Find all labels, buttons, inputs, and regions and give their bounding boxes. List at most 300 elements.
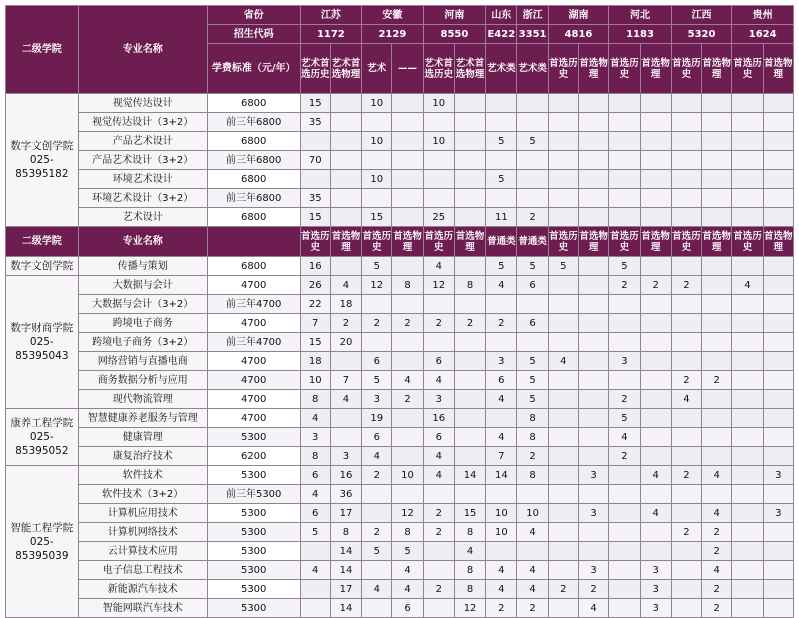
subject-header: 普通类 [486,227,517,257]
quota-cell: 2 [640,276,671,295]
major-name: 软件技术 [78,466,207,485]
quota-cell: 2 [671,371,701,390]
quota-cell: 2 [517,447,548,466]
quota-cell [763,561,793,580]
quota-cell [732,170,763,189]
major-name: 计算机应用技术 [78,504,207,523]
quota-cell [732,352,763,371]
quota-cell: 4 [732,276,763,295]
header-row-province [6,6,794,25]
quota-cell [732,428,763,447]
quota-cell: 3 [763,466,793,485]
quota-cell: 2 [517,208,548,227]
major-name: 艺术设计 [78,208,207,227]
quota-cell: 3 [330,447,361,466]
quota-cell [548,428,578,447]
quota-cell [330,352,361,371]
tuition-fee: 6800 [207,208,300,227]
quota-cell [702,151,732,170]
college-name: 数字文创学院 [10,140,74,152]
header-major: 专业名称 [78,6,207,94]
quota-cell [702,295,732,314]
quota-cell: 2 [702,523,732,542]
quota-cell: 26 [300,276,330,295]
enrollment-plan-table [5,5,794,618]
quota-cell: 5 [517,352,548,371]
quota-cell [578,132,608,151]
quota-cell [702,314,732,333]
tuition-fee: 5300 [207,523,300,542]
table-row [6,599,794,618]
quota-cell: 10 [486,504,517,523]
quota-cell: 8 [454,523,485,542]
quota-cell: 6 [362,352,392,371]
tuition-fee: 6800 [207,170,300,189]
subject-header: 首选历史 [732,44,763,94]
quota-cell [732,314,763,333]
quota-cell [517,94,548,113]
quota-cell: 4 [517,523,548,542]
quota-cell: 5 [486,132,517,151]
province-code: 8550 [423,25,486,44]
subject-header: 艺术首选物理 [454,44,485,94]
quota-cell: 4 [423,466,454,485]
quota-cell [763,132,793,151]
quota-cell [362,485,392,504]
quota-cell [763,447,793,466]
quota-cell: 3 [486,352,517,371]
subject-header: 首选历史 [609,227,640,257]
tuition-fee: 前三年6800 [207,113,300,132]
quota-cell: 4 [548,352,578,371]
quota-cell [640,352,671,371]
quota-cell [454,371,485,390]
quota-cell [392,352,423,371]
quota-cell: 14 [330,599,361,618]
quota-cell [362,599,392,618]
quota-cell [454,170,485,189]
quota-cell: 2 [517,599,548,618]
quota-cell [671,314,701,333]
quota-cell [548,151,578,170]
quota-cell [671,504,701,523]
quota-cell [548,504,578,523]
quota-cell [640,485,671,504]
subject-header: 首选物理 [640,227,671,257]
quota-cell: 5 [362,542,392,561]
quota-cell: 4 [671,390,701,409]
major-name: 软件技术（3+2） [78,485,207,504]
quota-cell: 7 [300,314,330,333]
quota-cell: 5 [486,257,517,276]
quota-cell: 4 [486,428,517,447]
quota-cell: 6 [486,371,517,390]
quota-cell: 15 [362,208,392,227]
quota-cell: 12 [454,599,485,618]
quota-cell: 2 [702,371,732,390]
quota-cell [486,485,517,504]
quota-cell [578,295,608,314]
quota-cell [609,523,640,542]
quota-cell [578,371,608,390]
tuition-fee: 6800 [207,132,300,151]
quota-cell [392,257,423,276]
quota-cell [362,561,392,580]
major-name: 产品艺术设计（3+2） [78,151,207,170]
quota-cell [423,561,454,580]
quota-cell: 4 [486,276,517,295]
table-row [6,189,794,208]
quota-cell: 5 [362,371,392,390]
quota-cell: 3 [423,390,454,409]
quota-cell [671,561,701,580]
quota-cell [763,352,793,371]
quota-cell [423,113,454,132]
quota-cell: 18 [300,352,330,371]
quota-cell: 6 [392,599,423,618]
quota-cell [392,428,423,447]
quota-cell: 6 [423,428,454,447]
quota-cell: 8 [454,580,485,599]
table-row [6,314,794,333]
college-phone: 025-85395043 [15,336,69,362]
quota-cell: 20 [330,333,361,352]
subject-header: 首选物理 [454,227,485,257]
quota-cell: 10 [362,170,392,189]
quota-cell [578,189,608,208]
table-row [6,208,794,227]
quota-cell [548,371,578,390]
quota-cell [330,257,361,276]
quota-cell: 2 [362,466,392,485]
quota-cell [392,94,423,113]
province-name: 安徽 [362,6,424,25]
quota-cell [763,542,793,561]
quota-cell: 10 [362,132,392,151]
college-phone: 025-85395052 [15,431,69,457]
tuition-fee: 前三年4700 [207,295,300,314]
province-code: 1624 [732,25,794,44]
quota-cell: 4 [517,561,548,580]
quota-cell: 4 [486,580,517,599]
province-name: 浙江 [517,6,548,25]
quota-cell [609,542,640,561]
quota-cell [517,295,548,314]
quota-cell [392,295,423,314]
quota-cell [732,257,763,276]
quota-cell [578,94,608,113]
subject-header: 艺术类 [486,44,517,94]
college-cell [6,276,79,409]
table-row [6,276,794,295]
quota-cell: 4 [486,390,517,409]
quota-cell [454,189,485,208]
quota-cell [517,113,548,132]
quota-cell [578,542,608,561]
subject-header: 首选物理 [578,44,608,94]
quota-cell: 14 [330,561,361,580]
quota-cell [609,580,640,599]
quota-cell [517,189,548,208]
subject-header: 艺术首选历史 [423,44,454,94]
quota-cell [609,170,640,189]
quota-cell: 5 [392,542,423,561]
quota-cell [517,485,548,504]
quota-cell: 10 [423,132,454,151]
quota-cell [548,390,578,409]
quota-cell [640,151,671,170]
quota-cell [548,542,578,561]
quota-cell: 2 [486,599,517,618]
quota-cell [609,485,640,504]
quota-cell: 15 [454,504,485,523]
quota-cell [732,542,763,561]
quota-cell: 4 [609,428,640,447]
quota-cell: 4 [486,561,517,580]
quota-cell: 17 [330,580,361,599]
quota-cell [671,428,701,447]
header-row-repeat [6,227,794,257]
quota-cell: 15 [300,333,330,352]
quota-cell [609,189,640,208]
quota-cell: 4 [330,390,361,409]
tuition-fee: 4700 [207,409,300,428]
quota-cell: 15 [300,208,330,227]
table-row [6,295,794,314]
subject-header: 首选历史 [671,227,701,257]
quota-cell: 12 [423,276,454,295]
province-code: 1183 [609,25,672,44]
quota-cell: 2 [702,599,732,618]
quota-cell [671,542,701,561]
quota-cell: 4 [578,599,608,618]
quota-cell: 4 [423,371,454,390]
quota-cell [609,599,640,618]
quota-cell [732,580,763,599]
quota-cell [486,409,517,428]
table-row [6,352,794,371]
quota-cell [732,151,763,170]
quota-cell [330,170,361,189]
quota-cell [330,132,361,151]
major-name: 智能网联汽车技术 [78,599,207,618]
quota-cell: 2 [578,580,608,599]
quota-cell: 2 [609,447,640,466]
subject-header: 首选历史 [423,227,454,257]
quota-cell: 2 [454,314,485,333]
quota-cell [640,523,671,542]
quota-cell [486,113,517,132]
quota-cell [763,94,793,113]
subject-header: —— [392,44,423,94]
quota-cell [362,151,392,170]
province-name: 河南 [423,6,486,25]
quota-cell [640,94,671,113]
table-row [6,485,794,504]
quota-cell: 25 [423,208,454,227]
header-code-label: 招生代码 [207,25,300,44]
quota-cell: 4 [362,447,392,466]
quota-cell: 5 [548,257,578,276]
quota-cell: 6 [423,352,454,371]
quota-cell [578,428,608,447]
quota-cell: 8 [330,523,361,542]
quota-cell [548,447,578,466]
quota-cell: 16 [300,257,330,276]
quota-cell [732,466,763,485]
quota-cell: 5 [300,523,330,542]
table-row [6,94,794,113]
header-college: 二级学院 [6,6,79,94]
quota-cell [640,333,671,352]
quota-cell [640,132,671,151]
quota-cell [763,314,793,333]
college-phone: 025-85395182 [15,154,69,180]
quota-cell: 5 [609,409,640,428]
quota-cell [732,561,763,580]
major-name: 产品艺术设计 [78,132,207,151]
quota-cell [300,599,330,618]
quota-cell [330,208,361,227]
quota-cell [640,113,671,132]
quota-cell: 3 [640,599,671,618]
quota-cell [300,580,330,599]
quota-cell: 5 [517,371,548,390]
quota-cell: 3 [578,466,608,485]
quota-cell [486,295,517,314]
subject-header: 首选历史 [609,44,640,94]
table-row [6,113,794,132]
quota-cell [548,94,578,113]
quota-cell [578,276,608,295]
quota-cell [330,409,361,428]
quota-cell: 4 [392,371,423,390]
tuition-fee: 前三年4700 [207,333,300,352]
quota-cell [578,409,608,428]
quota-cell: 2 [330,314,361,333]
quota-cell: 8 [300,390,330,409]
quota-cell [702,485,732,504]
table-row [6,542,794,561]
quota-cell: 8 [517,428,548,447]
subject-header: 首选历史 [548,44,578,94]
table-row [6,504,794,523]
major-name: 智慧健康养老服务与管理 [78,409,207,428]
quota-cell [702,333,732,352]
quota-cell [392,151,423,170]
quota-cell [671,94,701,113]
quota-cell [609,295,640,314]
quota-cell [702,189,732,208]
table-row [6,428,794,447]
quota-cell [548,189,578,208]
quota-cell [763,170,793,189]
quota-cell [423,151,454,170]
quota-cell: 5 [517,132,548,151]
quota-cell: 5 [362,257,392,276]
quota-cell: 2 [671,466,701,485]
major-name: 电子信息工程技术 [78,561,207,580]
quota-cell: 4 [300,409,330,428]
subject-header: 首选历史 [362,227,392,257]
quota-cell [671,580,701,599]
tuition-fee: 6800 [207,257,300,276]
quota-cell [763,428,793,447]
quota-cell [702,170,732,189]
subject-header: 首选物理 [702,227,732,257]
quota-cell [392,333,423,352]
major-name: 跨境电子商务（3+2） [78,333,207,352]
quota-cell: 10 [486,523,517,542]
quota-cell [671,485,701,504]
quota-cell [392,132,423,151]
quota-cell: 10 [517,504,548,523]
quota-cell: 4 [392,580,423,599]
quota-cell: 6 [517,314,548,333]
quota-cell [702,257,732,276]
major-name: 网络营销与直播电商 [78,352,207,371]
quota-cell [486,333,517,352]
quota-cell [732,371,763,390]
college-name: 数字文创学院 [10,260,74,272]
major-name: 新能源汽车技术 [78,580,207,599]
table-row [6,561,794,580]
quota-cell [702,208,732,227]
quota-cell [548,561,578,580]
quota-cell: 16 [423,409,454,428]
quota-cell [548,132,578,151]
quota-cell: 2 [702,542,732,561]
quota-cell [454,428,485,447]
quota-cell: 2 [362,314,392,333]
quota-cell: 15 [300,94,330,113]
header-college: 二级学院 [6,227,79,257]
quota-cell [548,466,578,485]
quota-cell [702,428,732,447]
major-name: 视觉传达设计（3+2） [78,113,207,132]
quota-cell [454,257,485,276]
quota-cell [732,189,763,208]
province-code: 3351 [517,25,548,44]
quota-cell [517,333,548,352]
tuition-fee: 6200 [207,447,300,466]
subject-header: 首选历史 [548,227,578,257]
quota-cell [732,390,763,409]
quota-cell [702,409,732,428]
quota-cell: 7 [486,447,517,466]
quota-cell: 5 [517,390,548,409]
major-name: 大数据与会计（3+2） [78,295,207,314]
header-fee-blank [207,227,300,257]
quota-cell [702,113,732,132]
quota-cell: 35 [300,113,330,132]
quota-cell [548,599,578,618]
quota-cell: 6 [300,504,330,523]
quota-cell [423,189,454,208]
subject-header: 艺术首选物理 [330,44,361,94]
quota-cell [763,113,793,132]
quota-cell [640,314,671,333]
table-row [6,390,794,409]
table-row [6,466,794,485]
quota-cell [578,390,608,409]
province-name: 江苏 [300,6,362,25]
quota-cell [732,94,763,113]
quota-cell [640,257,671,276]
quota-cell [454,295,485,314]
province-name: 江西 [671,6,732,25]
quota-cell: 4 [300,561,330,580]
